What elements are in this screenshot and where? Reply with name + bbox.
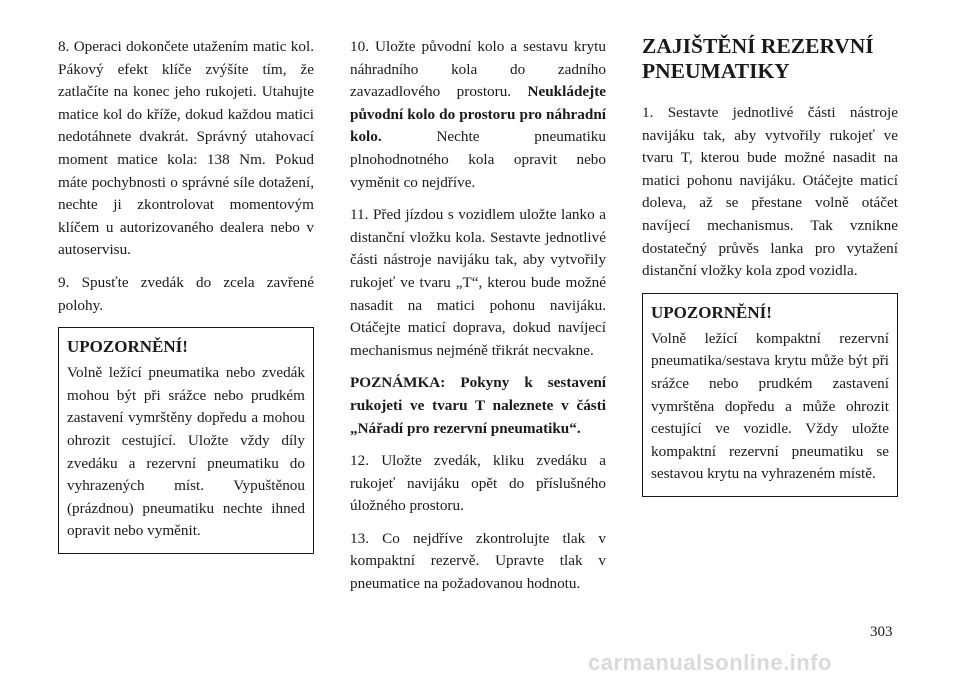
section-heading: ZAJIŠTĚNÍ REZERVNÍ PNEUMATIKY xyxy=(642,34,874,83)
step-8-paragraph: 8. Operaci dokončete utažením matic kol. Pákový efekt klíče zvýšíte tím, že zatlačíte na konec jeho rukojeti. Utahujte matice kol do kříže, dokud každou matici nedotáhnete dvakrát. Správný utahovací moment matice kola: 138 Nm. Pokud máte pochybnosti o správné síle dotažení, nechte ji zkontrolovat momentovým klíčem u autorizovaného dealera nebo v autoservisu. xyxy=(58,38,314,259)
step-12-paragraph: 12. Uložte zvedák, kliku zvedáku a rukojeť navijáku opět do příslušného úložného prostoru. xyxy=(350,452,606,515)
column-right xyxy=(642,34,898,497)
warning-title: UPOZORNĚNÍ! xyxy=(651,302,772,322)
step-1-paragraph: 1. Sestavte jednotlivé části nástroje navijáku tak, aby vytvořily rukojeť ve tvaru T, kterou bude možné nasadit na matici pohonu navijáku. Otáčejte maticí doleva, až se přestane volně otáčet navíjecí mechanismus. Tak vznikne dostatečný průvěs lanka pro vytažení distanční vložky kola zpod vozidla. xyxy=(642,104,898,280)
note-paragraph: POZNÁMKA: Pokyny k sestavení rukojeti ve tvaru T naleznete v části „Nářadí pro rezervní pneumatiku“. xyxy=(350,374,606,437)
warning-box-right xyxy=(642,293,898,497)
warning-text: Volně ležící pneumatika nebo zvedák mohou být při srážce nebo prudkém zastavení vymrštěny dopředu a mohou ohrozit cestující. Uložte vždy díly zvedáku a rezervní pneumatiku do vyhrazených míst. Vypuštěnou (prázdnou) pneumatiku nechte ihned opravit nebo vyměnit. xyxy=(67,364,305,540)
warning-box-left xyxy=(58,327,314,554)
page-number: 303 xyxy=(870,624,893,640)
step-13-paragraph: 13. Co nejdříve zkontrolujte tlak v kompaktní rezervě. Upravte tlak v pneumatice na požadovanou hodnotu. xyxy=(350,529,606,593)
column-middle xyxy=(350,36,606,606)
watermark-text: carmanualsonline.info xyxy=(588,650,832,675)
step-10-paragraph xyxy=(350,36,606,194)
warning-text: Volně ležící kompaktní rezervní pneumatika/sestava krytu může být při srážce nebo prudkém zastavení vymrštěna dopředu a může ohrozit cestující ve vozidle. Vždy uložte kompaktní rezervní pneumatiku se sestavou krytu na vyhrazeném místě. xyxy=(651,329,889,483)
step-10-text: 10. Uložte původní kolo a sestavu krytu náhradního kola do zadního zavazadlového prostoru. xyxy=(350,38,606,101)
warning-title: UPOZORNĚNÍ! xyxy=(67,337,188,357)
step-10-text-end: Nechte pneumatiku plnohodnotného kola opravit nebo vyměnit co nejdříve. xyxy=(350,128,606,191)
step-10-bold-text: Neukládejte původní kolo do prostoru pro náhradní kolo. xyxy=(350,83,606,146)
column-left xyxy=(58,36,314,554)
step-9-paragraph: 9. Spusťte zvedák do zcela zavřené polohy. xyxy=(58,273,314,314)
step-11-paragraph: 11. Před jízdou s vozidlem uložte lanko a distanční vložku kola. Sestavte jednotlivé části nástroje navijáku tak, aby vytvořily rukojeť ve tvaru „T“, kterou bude možné nasadit na matici pohonu navijáku. Otáčejte maticí doprava, dokud navíjecí mechanismus nejméně třikrát necvakne. xyxy=(350,206,606,359)
